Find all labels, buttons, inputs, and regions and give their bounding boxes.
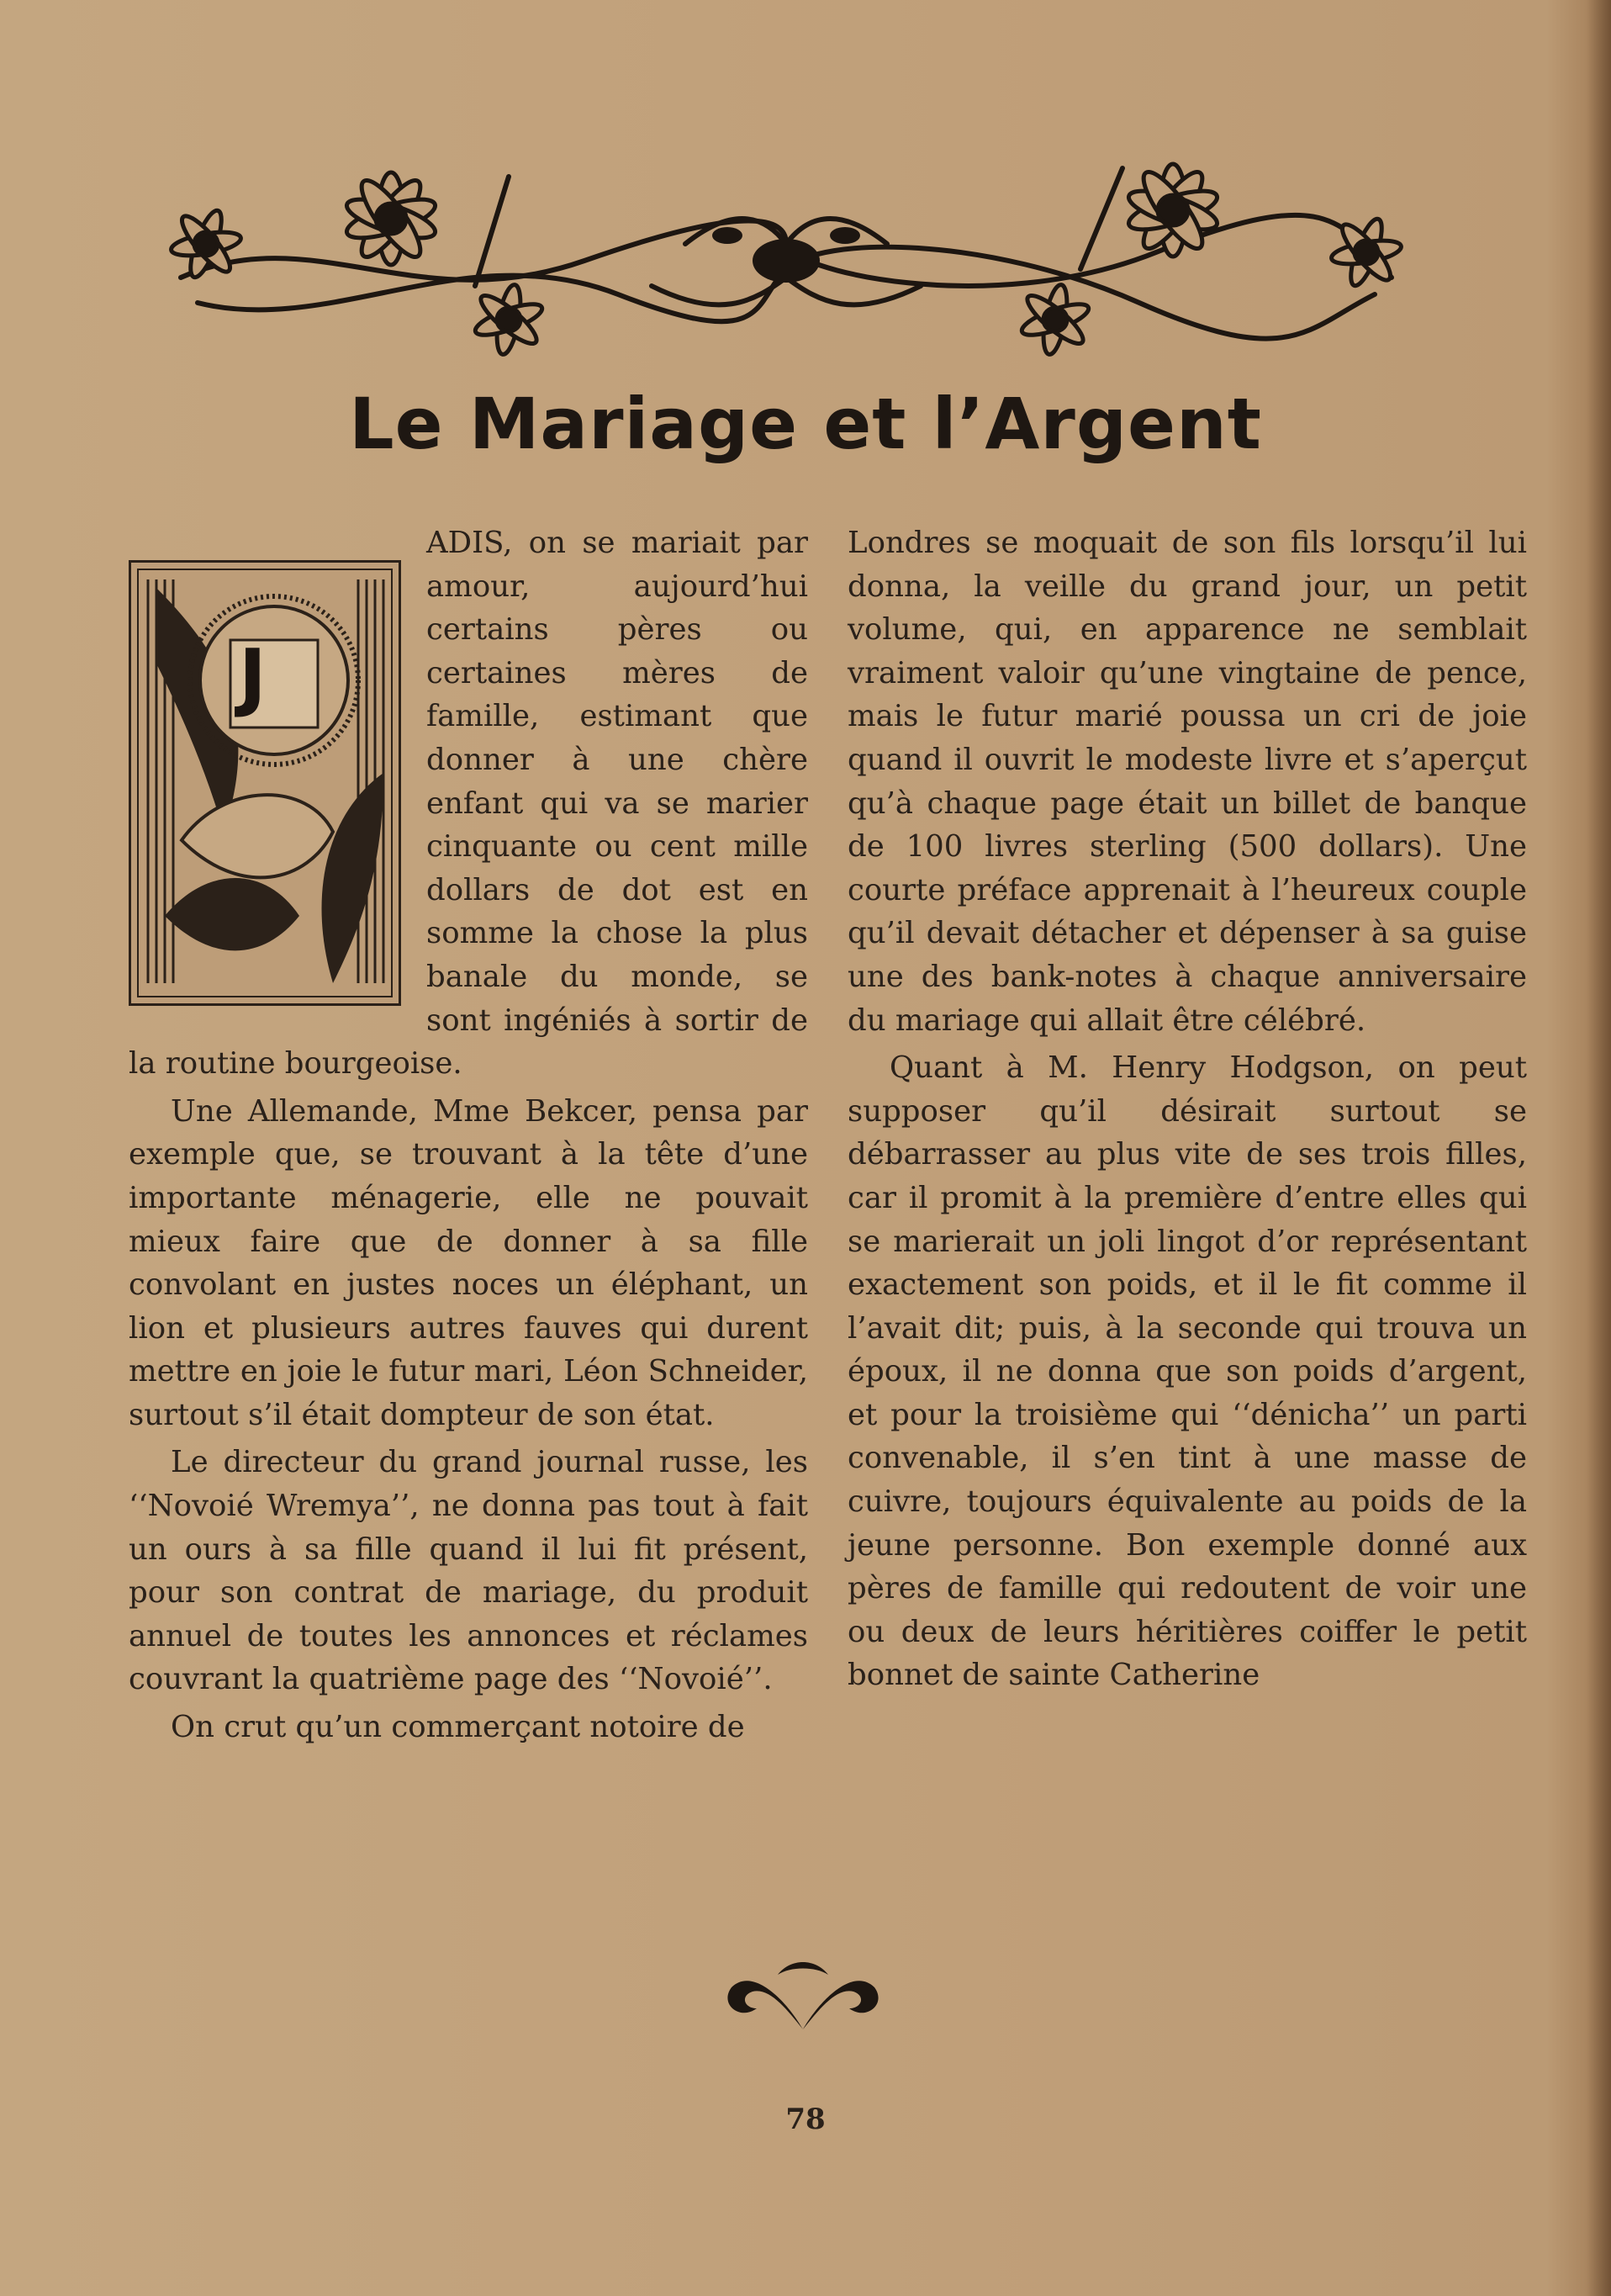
paragraph: Une Allemande, Mme Bekcer, pensa par exemple que, se trouvant à la tête d’une importante ménagerie, elle ne pouvait mieux faire que de donner à sa fille convolant en justes noces un éléphant, un lion et plusieurs autres fauves qui durent mettre en joie le futur mari, Léon Schneider, surtout s’il était dompteur de son état. bbox=[129, 1093, 808, 1432]
right-column bbox=[848, 521, 1527, 1697]
floral-vine-ornament bbox=[147, 118, 1417, 370]
paragraph: Le directeur du grand journal russe, les ‘‘Novoié Wremya’’, ne donna pas tout à fait un ours à sa fille quand il lui fit présent, pour son contrat de mariage, du produit annuel de toutes les annonces et réclames couvrant la quatrième page des ‘‘Novoié’’. bbox=[129, 1445, 808, 1697]
paragraph: On crut qu’un commerçant notoire de bbox=[171, 1710, 745, 1745]
paragraph: ADIS, on se mariait par amour, aujourd’hui certains pères ou certaines mères de famille, estimant que donner à une chère enfant qui va se marier cinquante ou cent mille dollars de dot est en somme la chose la plus banale du monde, se sont ingéniés à sortir de la routine bourgeoise. bbox=[129, 526, 808, 1082]
scroll-ornament bbox=[719, 1949, 887, 2042]
paragraph: Londres se moquait de son fils lorsqu’il lui donna, la veille du grand jour, un petit volume, qui, en apparence ne semblait vraiment valoir qu’une vingtaine de pence, mais le futur marié poussa un cri de joie quand il ouvrit le modeste livre et s’aperçut qu’à chaque page était un billet de banque de 100 livres sterling (500 dollars). Une courte préface apprenait à l’heureux couple qu’il devait détacher et dépenser à sa guise une des bank-notes à chaque anniversaire du mariage qui allait être célébré. bbox=[848, 526, 1527, 1038]
drop-cap: J bbox=[239, 633, 267, 720]
page-number: 78 bbox=[785, 2103, 826, 2136]
flower-dropcap-frame bbox=[129, 560, 401, 1006]
article-title: Le Mariage et l’Argent bbox=[349, 383, 1262, 465]
binding-shadow bbox=[1586, 0, 1611, 2296]
left-column bbox=[129, 521, 808, 1749]
paragraph: Quant à M. Henry Hodgson, on peut supposer qu’il désirait surtout se débarrasser au plus vite de ses trois filles, car il promit à la première d’entre elles qui se marierait un joli lingot d’or représentant exactement son poids, et il le fit comme il l’avait dit; puis, à la seconde qui trouva un époux, il ne donna que son poids d’argent, et pour la troisième qui ‘‘dénicha’’ un parti convenable, il s’en tint à une masse de cuivre, toujours équivalente au poids de la jeune personne. Bon exemple donné aux pères de famille qui redoutent de voir une ou deux de leurs héritières coiffer le petit bonnet de sainte Catherine bbox=[848, 1050, 1527, 1693]
flower-illustration bbox=[131, 563, 399, 1003]
